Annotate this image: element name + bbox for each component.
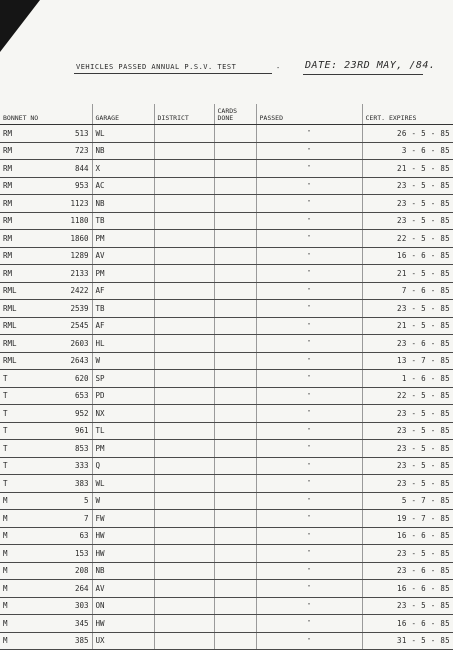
cell-district [154, 247, 214, 265]
bonnet-number: 953 [74, 181, 89, 191]
title-separator: - [276, 64, 281, 72]
cell-bonnet-no [0, 510, 92, 528]
bonnet-number: 513 [74, 128, 89, 138]
scan-corner-shadow [0, 0, 40, 52]
table-header-row [0, 104, 453, 125]
bonnet-prefix: M [3, 618, 8, 628]
bonnet-prefix: T [3, 443, 8, 453]
bonnet-number: 2643 [70, 356, 89, 366]
vehicle-test-table [0, 104, 453, 650]
cell-cards-done [214, 352, 256, 370]
table-row [0, 562, 453, 580]
table-row [0, 457, 453, 475]
bonnet-prefix: RM [3, 268, 13, 278]
table-row [0, 247, 453, 265]
cell-garage: FW [92, 510, 154, 528]
cell-bonnet-no [0, 492, 92, 510]
document-title: VEHICLES PASSED ANNUAL P.S.V. TEST [76, 63, 237, 71]
bonnet-number: 844 [74, 163, 89, 173]
cell-garage: TL [92, 422, 154, 440]
cell-bonnet-no [0, 597, 92, 615]
bonnet-prefix: RM [3, 216, 13, 226]
table-row [0, 265, 453, 283]
cell-cards-done [214, 510, 256, 528]
cell-district [154, 562, 214, 580]
bonnet-prefix: RM [3, 198, 13, 208]
cell-cards-done [214, 615, 256, 633]
cell-district [154, 142, 214, 160]
cell-cert-expires: 21 - 5 - 85 [362, 265, 453, 283]
cell-district [154, 580, 214, 598]
cell-cards-done [214, 632, 256, 650]
table-row [0, 195, 453, 213]
bonnet-prefix: M [3, 636, 8, 646]
cell-cert-expires: 22 - 5 - 85 [362, 230, 453, 248]
cell-garage: HW [92, 527, 154, 545]
cell-passed: " [256, 615, 362, 633]
cell-garage: AV [92, 247, 154, 265]
cell-district [154, 352, 214, 370]
cell-bonnet-no [0, 282, 92, 300]
cell-cert-expires: 13 - 7 - 85 [362, 352, 453, 370]
cell-cert-expires: 16 - 6 - 85 [362, 247, 453, 265]
bonnet-number: 383 [74, 478, 89, 488]
cell-cert-expires: 7 - 6 - 85 [362, 282, 453, 300]
cell-cards-done [214, 562, 256, 580]
cell-district [154, 160, 214, 178]
cell-passed: " [256, 160, 362, 178]
cell-garage: HW [92, 545, 154, 563]
column-header-cert-expires: CERT. EXPIRES [362, 104, 453, 125]
cell-cert-expires: 23 - 5 - 85 [362, 545, 453, 563]
cell-passed: " [256, 195, 362, 213]
cell-garage: PM [92, 265, 154, 283]
cell-cards-done [214, 125, 256, 143]
cell-cert-expires: 23 - 5 - 85 [362, 212, 453, 230]
cell-cert-expires: 1 - 6 - 85 [362, 370, 453, 388]
cell-cert-expires: 19 - 7 - 85 [362, 510, 453, 528]
cell-garage: Q [92, 457, 154, 475]
cell-passed: " [256, 212, 362, 230]
bonnet-number: 303 [74, 601, 89, 611]
cell-passed: " [256, 422, 362, 440]
cell-bonnet-no [0, 177, 92, 195]
cell-passed: " [256, 370, 362, 388]
cell-bonnet-no [0, 580, 92, 598]
bonnet-prefix: RM [3, 163, 13, 173]
cell-passed: " [256, 352, 362, 370]
cell-garage: TB [92, 212, 154, 230]
bonnet-number: 853 [74, 443, 89, 453]
cell-passed: " [256, 300, 362, 318]
table-row [0, 580, 453, 598]
bonnet-prefix: M [3, 566, 8, 576]
cell-bonnet-no [0, 422, 92, 440]
cell-district [154, 457, 214, 475]
table-row [0, 492, 453, 510]
cell-district [154, 440, 214, 458]
cell-passed: " [256, 282, 362, 300]
cell-cert-expires: 3 - 6 - 85 [362, 142, 453, 160]
cell-cards-done [214, 160, 256, 178]
table-row [0, 282, 453, 300]
cell-cards-done [214, 457, 256, 475]
table-row [0, 142, 453, 160]
cell-garage: TB [92, 300, 154, 318]
bonnet-number: 620 [74, 373, 89, 383]
cell-bonnet-no [0, 405, 92, 423]
column-header-district: DISTRICT [154, 104, 214, 125]
cell-passed: " [256, 597, 362, 615]
table-row [0, 597, 453, 615]
table-row [0, 387, 453, 405]
table-row [0, 177, 453, 195]
cell-bonnet-no [0, 457, 92, 475]
bonnet-number: 952 [74, 408, 89, 418]
bonnet-number: 2422 [70, 286, 89, 296]
cell-bonnet-no [0, 615, 92, 633]
cell-district [154, 230, 214, 248]
bonnet-number: 2603 [70, 338, 89, 348]
table-row [0, 125, 453, 143]
cell-bonnet-no [0, 317, 92, 335]
cell-cert-expires: 31 - 5 - 85 [362, 632, 453, 650]
bonnet-number: 63 [79, 531, 89, 541]
cell-cert-expires: 23 - 5 - 85 [362, 177, 453, 195]
bonnet-number: 153 [74, 548, 89, 558]
bonnet-prefix: M [3, 513, 8, 523]
bonnet-prefix: M [3, 583, 8, 593]
bonnet-number: 1289 [70, 251, 89, 261]
bonnet-number: 2545 [70, 321, 89, 331]
cell-bonnet-no [0, 527, 92, 545]
bonnet-number: 7 [83, 513, 89, 523]
cell-bonnet-no [0, 475, 92, 493]
cell-passed: " [256, 562, 362, 580]
cell-bonnet-no [0, 265, 92, 283]
table-row [0, 335, 453, 353]
bonnet-number: 2133 [70, 268, 89, 278]
cell-bonnet-no [0, 440, 92, 458]
cell-cards-done [214, 405, 256, 423]
date-underline [303, 74, 423, 75]
table-row [0, 230, 453, 248]
cell-cert-expires: 21 - 5 - 85 [362, 317, 453, 335]
cell-bonnet-no [0, 125, 92, 143]
cell-cards-done [214, 195, 256, 213]
cell-cert-expires: 26 - 5 - 85 [362, 125, 453, 143]
column-header-bonnet-no: BONNET NO [0, 104, 92, 125]
cell-cards-done [214, 527, 256, 545]
cell-garage: PD [92, 387, 154, 405]
cell-passed: " [256, 335, 362, 353]
table-row [0, 422, 453, 440]
cell-garage: NB [92, 142, 154, 160]
cell-passed: " [256, 247, 362, 265]
cell-passed: " [256, 265, 362, 283]
cell-passed: " [256, 142, 362, 160]
bonnet-number: 5 [83, 496, 89, 506]
cell-bonnet-no [0, 212, 92, 230]
cell-garage: NB [92, 195, 154, 213]
cell-passed: " [256, 475, 362, 493]
cell-district [154, 282, 214, 300]
bonnet-prefix: T [3, 426, 8, 436]
bonnet-prefix: T [3, 461, 8, 471]
cell-passed: " [256, 457, 362, 475]
cell-bonnet-no [0, 300, 92, 318]
cell-bonnet-no [0, 335, 92, 353]
cell-bonnet-no [0, 195, 92, 213]
cell-passed: " [256, 125, 362, 143]
cell-cert-expires: 23 - 5 - 85 [362, 300, 453, 318]
bonnet-prefix: T [3, 478, 8, 488]
bonnet-number: 653 [74, 391, 89, 401]
table-row [0, 352, 453, 370]
cell-bonnet-no [0, 230, 92, 248]
cell-district [154, 370, 214, 388]
cell-bonnet-no [0, 370, 92, 388]
cell-cert-expires: 16 - 6 - 85 [362, 615, 453, 633]
cell-cards-done [214, 422, 256, 440]
cell-garage: SP [92, 370, 154, 388]
cell-garage: PM [92, 440, 154, 458]
bonnet-prefix: M [3, 601, 8, 611]
bonnet-prefix: RML [3, 303, 17, 313]
cell-garage: HL [92, 335, 154, 353]
bonnet-number: 2539 [70, 303, 89, 313]
cell-cert-expires: 23 - 5 - 85 [362, 440, 453, 458]
cell-cards-done [214, 387, 256, 405]
cell-cert-expires: 23 - 5 - 85 [362, 195, 453, 213]
cell-district [154, 387, 214, 405]
bonnet-number: 961 [74, 426, 89, 436]
table-row [0, 405, 453, 423]
cell-garage: WL [92, 475, 154, 493]
bonnet-prefix: M [3, 548, 8, 558]
cell-cert-expires: 21 - 5 - 85 [362, 160, 453, 178]
table-row [0, 510, 453, 528]
cell-passed: " [256, 510, 362, 528]
cell-garage: AF [92, 282, 154, 300]
bonnet-prefix: M [3, 531, 8, 541]
table-row [0, 440, 453, 458]
cell-passed: " [256, 230, 362, 248]
table-row [0, 615, 453, 633]
cell-garage: AV [92, 580, 154, 598]
cell-cards-done [214, 212, 256, 230]
bonnet-prefix: T [3, 391, 8, 401]
cell-district [154, 475, 214, 493]
cell-passed: " [256, 405, 362, 423]
cell-district [154, 632, 214, 650]
cell-cards-done [214, 282, 256, 300]
cell-cards-done [214, 247, 256, 265]
cell-cards-done [214, 177, 256, 195]
column-header-cards-done: CARDS DONE [214, 104, 256, 125]
bonnet-prefix: RML [3, 321, 17, 331]
cell-garage: ON [92, 597, 154, 615]
cell-cards-done [214, 545, 256, 563]
cell-district [154, 422, 214, 440]
table-row [0, 632, 453, 650]
cell-cert-expires: 23 - 5 - 85 [362, 597, 453, 615]
bonnet-prefix: M [3, 496, 8, 506]
cell-district [154, 597, 214, 615]
bonnet-prefix: RM [3, 146, 13, 156]
bonnet-prefix: RML [3, 338, 17, 348]
column-header-passed: PASSED [256, 104, 362, 125]
cell-cards-done [214, 475, 256, 493]
bonnet-prefix: T [3, 373, 8, 383]
cell-cert-expires: 23 - 5 - 85 [362, 475, 453, 493]
cell-cert-expires: 23 - 5 - 85 [362, 457, 453, 475]
cell-garage: NX [92, 405, 154, 423]
cell-cards-done [214, 300, 256, 318]
cell-garage: UX [92, 632, 154, 650]
bonnet-prefix: RM [3, 181, 13, 191]
cell-cards-done [214, 317, 256, 335]
cell-bonnet-no [0, 545, 92, 563]
cell-cards-done [214, 597, 256, 615]
table-row [0, 160, 453, 178]
cell-cert-expires: 22 - 5 - 85 [362, 387, 453, 405]
cell-district [154, 405, 214, 423]
bonnet-number: 1860 [70, 233, 89, 243]
cell-garage: HW [92, 615, 154, 633]
cell-district [154, 300, 214, 318]
bonnet-prefix: RM [3, 128, 13, 138]
document-date: DATE: 23RD MAY, /84. [305, 60, 436, 71]
cell-cards-done [214, 265, 256, 283]
cell-district [154, 335, 214, 353]
cell-passed: " [256, 545, 362, 563]
cell-cards-done [214, 492, 256, 510]
cell-bonnet-no [0, 160, 92, 178]
cell-district [154, 177, 214, 195]
cell-garage: W [92, 492, 154, 510]
cell-district [154, 492, 214, 510]
cell-cards-done [214, 142, 256, 160]
cell-bonnet-no [0, 387, 92, 405]
cell-garage: X [92, 160, 154, 178]
bonnet-prefix: T [3, 408, 8, 418]
cell-garage: AF [92, 317, 154, 335]
bonnet-number: 1123 [70, 198, 89, 208]
cell-district [154, 527, 214, 545]
cell-cards-done [214, 440, 256, 458]
cell-passed: " [256, 580, 362, 598]
cell-district [154, 212, 214, 230]
title-underline [74, 73, 272, 74]
bonnet-number: 723 [74, 146, 89, 156]
cell-cert-expires: 23 - 6 - 85 [362, 335, 453, 353]
cell-garage: NB [92, 562, 154, 580]
cell-passed: " [256, 317, 362, 335]
table-row [0, 370, 453, 388]
cell-district [154, 195, 214, 213]
bonnet-number: 1180 [70, 216, 89, 226]
cell-cert-expires: 23 - 5 - 85 [362, 405, 453, 423]
table-row [0, 300, 453, 318]
bonnet-prefix: RM [3, 233, 13, 243]
cell-cards-done [214, 580, 256, 598]
bonnet-number: 264 [74, 583, 89, 593]
table-row [0, 212, 453, 230]
cell-bonnet-no [0, 247, 92, 265]
cell-garage: W [92, 352, 154, 370]
cell-cert-expires: 23 - 5 - 85 [362, 422, 453, 440]
table-row [0, 475, 453, 493]
column-header-garage: GARAGE [92, 104, 154, 125]
cell-passed: " [256, 177, 362, 195]
cell-bonnet-no [0, 142, 92, 160]
cell-garage: WL [92, 125, 154, 143]
bonnet-prefix: RML [3, 286, 17, 296]
cell-passed: " [256, 387, 362, 405]
bonnet-number: 208 [74, 566, 89, 576]
cell-bonnet-no [0, 352, 92, 370]
table-row [0, 527, 453, 545]
cell-passed: " [256, 527, 362, 545]
cell-district [154, 510, 214, 528]
cell-district [154, 615, 214, 633]
cell-district [154, 265, 214, 283]
cell-bonnet-no [0, 632, 92, 650]
cell-district [154, 125, 214, 143]
bonnet-number: 333 [74, 461, 89, 471]
cell-cards-done [214, 370, 256, 388]
cell-garage: PM [92, 230, 154, 248]
cell-cert-expires: 16 - 6 - 85 [362, 580, 453, 598]
cell-bonnet-no [0, 562, 92, 580]
table-row [0, 317, 453, 335]
cell-cert-expires: 23 - 6 - 85 [362, 562, 453, 580]
cell-passed: " [256, 440, 362, 458]
cell-cards-done [214, 230, 256, 248]
bonnet-number: 345 [74, 618, 89, 628]
cell-district [154, 545, 214, 563]
bonnet-prefix: RM [3, 251, 13, 261]
cell-cards-done [214, 335, 256, 353]
cell-cert-expires: 5 - 7 - 85 [362, 492, 453, 510]
bonnet-number: 385 [74, 636, 89, 646]
table-row [0, 545, 453, 563]
cell-passed: " [256, 632, 362, 650]
cell-district [154, 317, 214, 335]
bonnet-prefix: RML [3, 356, 17, 366]
cell-garage: AC [92, 177, 154, 195]
cell-cert-expires: 16 - 6 - 85 [362, 527, 453, 545]
cell-passed: " [256, 492, 362, 510]
